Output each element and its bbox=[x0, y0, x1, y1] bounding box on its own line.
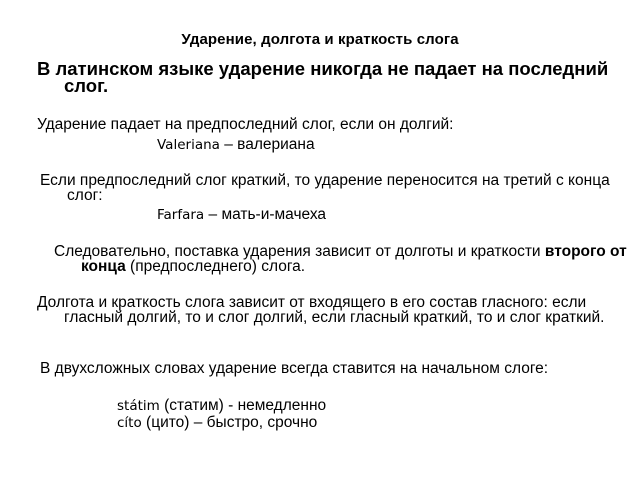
example-translation: мать-и-мачеха bbox=[221, 206, 327, 223]
example-latin-word: cíto bbox=[117, 415, 142, 431]
example-statim bbox=[117, 397, 326, 415]
rule-conclusion bbox=[54, 244, 640, 274]
lead-statement: В латинском языке ударение никогда не падает на последний слог. bbox=[37, 58, 609, 96]
conclusion-text-after: (предпоследнего) слога. bbox=[125, 258, 306, 275]
example-translation: валериана bbox=[237, 136, 315, 153]
rule-disyllabic: В двухсложных словах ударение всегда ставится на начальном слоге: bbox=[40, 360, 549, 377]
example-farfara bbox=[157, 206, 326, 224]
example-latin-word: státim bbox=[117, 398, 160, 414]
example-separator: – bbox=[219, 136, 238, 153]
example-latin-word: Farfara bbox=[157, 207, 205, 223]
example-translation: (цито) – быстро, срочно bbox=[141, 414, 318, 431]
slide-title: Ударение, долгота и краткость слога bbox=[181, 31, 459, 48]
example-latin-word: Valeriana bbox=[157, 137, 220, 153]
conclusion-emphasis: второго от конца bbox=[81, 243, 627, 275]
conclusion-text-before: Следовательно, поставка ударения зависит от долготы и краткости bbox=[54, 243, 545, 260]
rule-long-penultimate: Ударение падает на предпоследний слог, если он долгий: bbox=[37, 116, 454, 133]
example-translation: (статим) - немедленно bbox=[159, 397, 327, 414]
rule-short-penultimate: Если предпоследний слог краткий, то ударение переносится на третий с конца слог: bbox=[40, 172, 610, 204]
rule-vowel-length: Долгота и краткость слога зависит от входящего в его состав гласного: если гласный долгий, то и слог долгий, если гласный краткий, то и слог краткий. bbox=[37, 294, 605, 326]
example-cito bbox=[117, 414, 317, 432]
example-valeriana bbox=[157, 136, 315, 154]
example-separator: – bbox=[204, 206, 222, 223]
